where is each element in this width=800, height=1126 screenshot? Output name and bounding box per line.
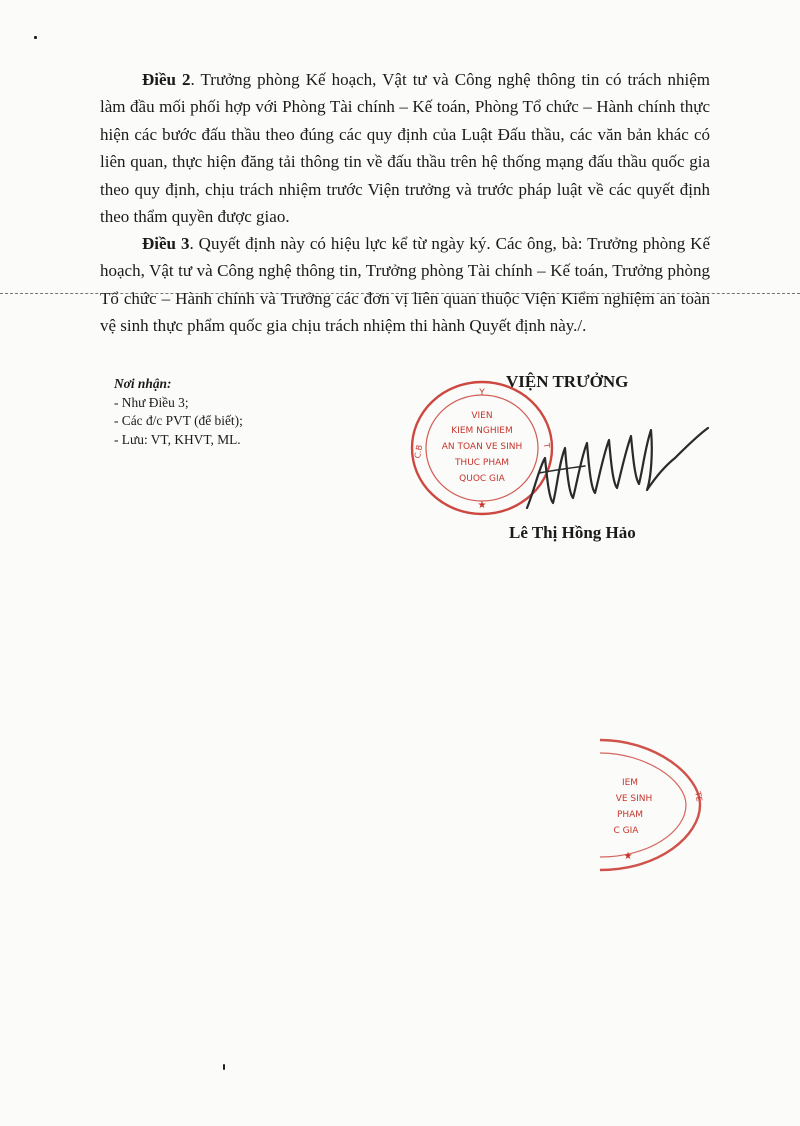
article-3-label: Điều 3 bbox=[142, 234, 190, 253]
svg-text:C.B: C.B bbox=[412, 444, 425, 460]
signatory-title: VIỆN TRƯỞNG bbox=[506, 372, 629, 391]
svg-text:★: ★ bbox=[623, 851, 633, 862]
svg-text:IEM: IEM bbox=[621, 778, 639, 788]
scan-fold-line bbox=[0, 293, 800, 294]
recipient-item: - Các đ/c PVT (để biết); bbox=[114, 413, 243, 429]
article-2-label: Điều 2 bbox=[142, 70, 191, 89]
svg-text:T: T bbox=[541, 442, 552, 449]
svg-text:KIEM NGHIEM: KIEM NGHIEM bbox=[451, 426, 513, 436]
svg-text:PHAM: PHAM bbox=[616, 810, 644, 820]
svg-text:TE: TE bbox=[693, 790, 704, 803]
partial-seal-stamp bbox=[600, 735, 710, 875]
article-2-paragraph bbox=[100, 66, 710, 230]
recipient-item: - Như Điều 3; bbox=[114, 394, 189, 410]
article-3-text: . Quyết định này có hiệu lực kể từ ngày ký. Các ông, bà: Trưởng phòng Kế hoạch, Vật tư và Công nghệ thông tin, Trưởng phòng Tài chính – Kế toán, Trưởng phòng Tổ chức – Hành chính và Trưởng các đơn vị liên quan thuộc Viện Kiểm nghiệm an toàn vệ sinh thực phẩm quốc gia chịu trách nhiệm thi hành Quyết định này./. bbox=[100, 234, 711, 336]
article-2-text: . Trưởng phòng Kế hoạch, Vật tư và Công nghệ thông tin có trách nhiệm làm đầu mối phối hợp với Phòng Tài chính – Kế toán, Phòng Tổ chức – Hành chính thực hiện các bước đấu thầu theo đúng các quy định của Luật Đấu thầu, các văn bản khác có liên quan, thực hiện đăng tải thông tin về đấu thầu trên hệ thống mạng đấu thầu quốc gia theo quy định, chịu trách nhiệm trước Viện trưởng và trước pháp luật về các quyết định theo thẩm quyền được giao. bbox=[100, 70, 710, 227]
recipient-item: - Lưu: VT, KHVT, ML. bbox=[114, 431, 241, 447]
svg-text:VIEN: VIEN bbox=[471, 411, 493, 421]
svg-text:VE SINH: VE SINH bbox=[615, 794, 653, 804]
scan-speck bbox=[34, 36, 37, 39]
svg-text:AN TOAN VE SINH: AN TOAN VE SINH bbox=[441, 442, 523, 452]
signatory-name: Lê Thị Hồng Hảo bbox=[509, 523, 636, 542]
svg-text:THUC PHAM: THUC PHAM bbox=[454, 458, 510, 468]
recipients-block bbox=[114, 375, 374, 449]
recipients-heading: Nơi nhận: bbox=[114, 376, 172, 391]
svg-text:Y: Y bbox=[479, 388, 485, 398]
scan-speck bbox=[223, 1064, 225, 1070]
article-3-paragraph bbox=[100, 230, 710, 340]
svg-text:C GIA: C GIA bbox=[613, 826, 639, 836]
svg-text:★: ★ bbox=[477, 500, 487, 511]
handwritten-signature bbox=[525, 418, 710, 518]
svg-text:QUOC GIA: QUOC GIA bbox=[459, 474, 505, 484]
